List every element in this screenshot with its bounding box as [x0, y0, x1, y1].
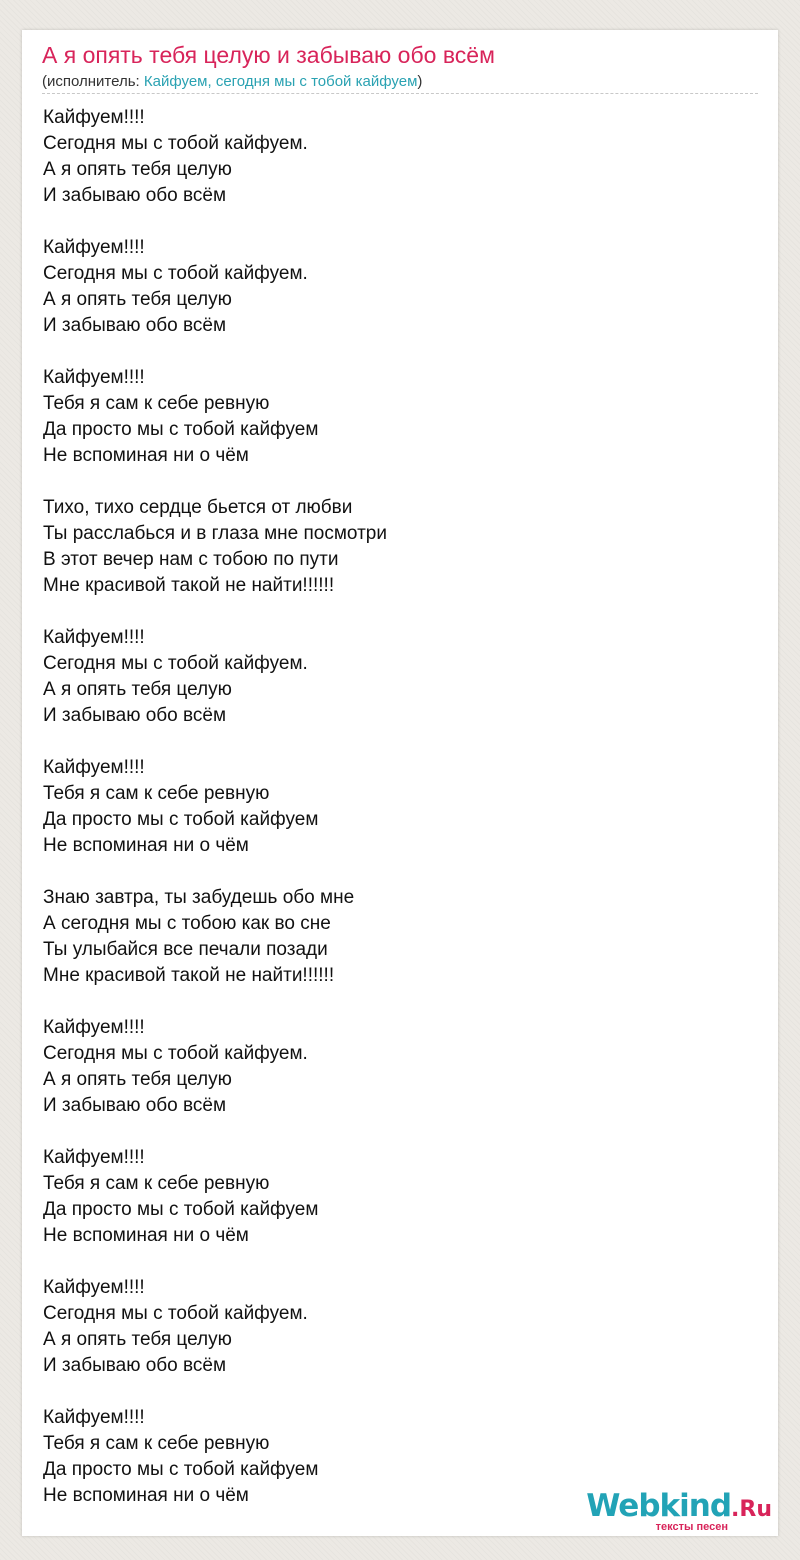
- lyrics-body: [43, 105, 743, 1535]
- lyric-line: Тебя я сам к себе ревную: [43, 783, 270, 804]
- lyric-line: Ты улыбайся все печали позади: [43, 939, 328, 960]
- lyric-line: Не вспоминая ни о чём: [43, 1485, 249, 1506]
- lyrics-stanza: [43, 365, 743, 469]
- lyric-line: Кайфуем!!!!: [43, 237, 145, 258]
- lyric-line: А я опять тебя целую: [43, 289, 232, 310]
- lyric-line: Кайфуем!!!!: [43, 757, 145, 778]
- lyric-line: Сегодня мы с тобой кайфуем.: [43, 653, 308, 674]
- logo-tagline: тексты песен: [655, 1521, 728, 1533]
- lyric-line: Кайфуем!!!!: [43, 367, 145, 388]
- lyric-line: Кайфуем!!!!: [43, 107, 145, 128]
- lyric-line: Тебя я сам к себе ревную: [43, 1173, 270, 1194]
- lyric-line: Кайфуем!!!!: [43, 1147, 145, 1168]
- lyric-line: Да просто мы с тобой кайфуем: [43, 1459, 319, 1480]
- lyrics-stanza: [43, 235, 743, 339]
- lyric-line: Ты расслабься и в глаза мне посмотри: [43, 523, 387, 544]
- logo-main-text: Webkind: [586, 1488, 732, 1524]
- lyric-line: Кайфуем!!!!: [43, 627, 145, 648]
- lyrics-stanza: [43, 625, 743, 729]
- artist-link[interactable]: Кайфуем, сегодня мы с тобой кайфуем: [143, 73, 418, 90]
- lyric-line: Сегодня мы с тобой кайфуем.: [43, 263, 308, 284]
- lyric-line: И забываю обо всём: [43, 705, 227, 726]
- lyric-line: И забываю обо всём: [43, 1095, 227, 1116]
- title-divider: [42, 93, 758, 94]
- lyrics-stanza: [43, 1275, 743, 1379]
- lyric-line: И забываю обо всём: [43, 315, 227, 336]
- lyric-line: Не вспоминая ни о чём: [43, 1225, 249, 1246]
- lyric-line: Мне красивой такой не найти!!!!!!: [43, 965, 335, 986]
- lyric-line: Знаю завтра, ты забудешь обо мне: [43, 887, 355, 908]
- lyric-line: А я опять тебя целую: [43, 1069, 232, 1090]
- lyric-line: Тихо, тихо сердце бьется от любви: [43, 497, 353, 518]
- lyric-line: Не вспоминая ни о чём: [43, 835, 249, 856]
- lyric-line: Кайфуем!!!!: [43, 1277, 145, 1298]
- lyric-line: И забываю обо всём: [43, 1355, 227, 1376]
- site-logo[interactable]: [582, 1488, 772, 1532]
- lyric-line: В этот вечер нам с тобою по пути: [43, 549, 339, 570]
- lyric-line: И забываю обо всём: [43, 185, 227, 206]
- lyric-line: Кайфуем!!!!: [43, 1017, 145, 1038]
- lyrics-stanza: [43, 495, 743, 599]
- lyric-line: Сегодня мы с тобой кайфуем.: [43, 1303, 308, 1324]
- song-title: А я опять тебя целую и забываю обо всём: [42, 42, 495, 68]
- logo-tld: .Ru: [731, 1497, 772, 1522]
- lyric-line: А я опять тебя целую: [43, 679, 232, 700]
- logo-wordmark: [586, 1488, 772, 1524]
- lyric-line: Сегодня мы с тобой кайфуем.: [43, 1043, 308, 1064]
- lyrics-stanza: [43, 885, 743, 989]
- lyrics-stanza: [43, 105, 743, 209]
- lyric-line: Да просто мы с тобой кайфуем: [43, 809, 319, 830]
- lyric-line: Сегодня мы с тобой кайфуем.: [43, 133, 308, 154]
- lyric-line: Да просто мы с тобой кайфуем: [43, 419, 319, 440]
- lyric-line: Тебя я сам к себе ревную: [43, 393, 270, 414]
- byline-suffix: ): [417, 73, 423, 90]
- lyric-line: Тебя я сам к себе ревную: [43, 1433, 270, 1454]
- byline-prefix: (исполнитель:: [42, 73, 144, 90]
- lyric-line: Не вспоминая ни о чём: [43, 445, 249, 466]
- lyric-line: Мне красивой такой не найти!!!!!!: [43, 575, 335, 596]
- lyric-line: А я опять тебя целую: [43, 1329, 232, 1350]
- lyrics-stanza: [43, 755, 743, 859]
- lyric-line: Кайфуем!!!!: [43, 1407, 145, 1428]
- lyric-line: Да просто мы с тобой кайфуем: [43, 1199, 319, 1220]
- lyric-line: А сегодня мы с тобою как во сне: [43, 913, 331, 934]
- lyrics-stanza: [43, 1145, 743, 1249]
- lyrics-stanza: [43, 1015, 743, 1119]
- lyrics-card: [22, 30, 778, 1536]
- byline: [42, 73, 422, 90]
- lyric-line: А я опять тебя целую: [43, 159, 232, 180]
